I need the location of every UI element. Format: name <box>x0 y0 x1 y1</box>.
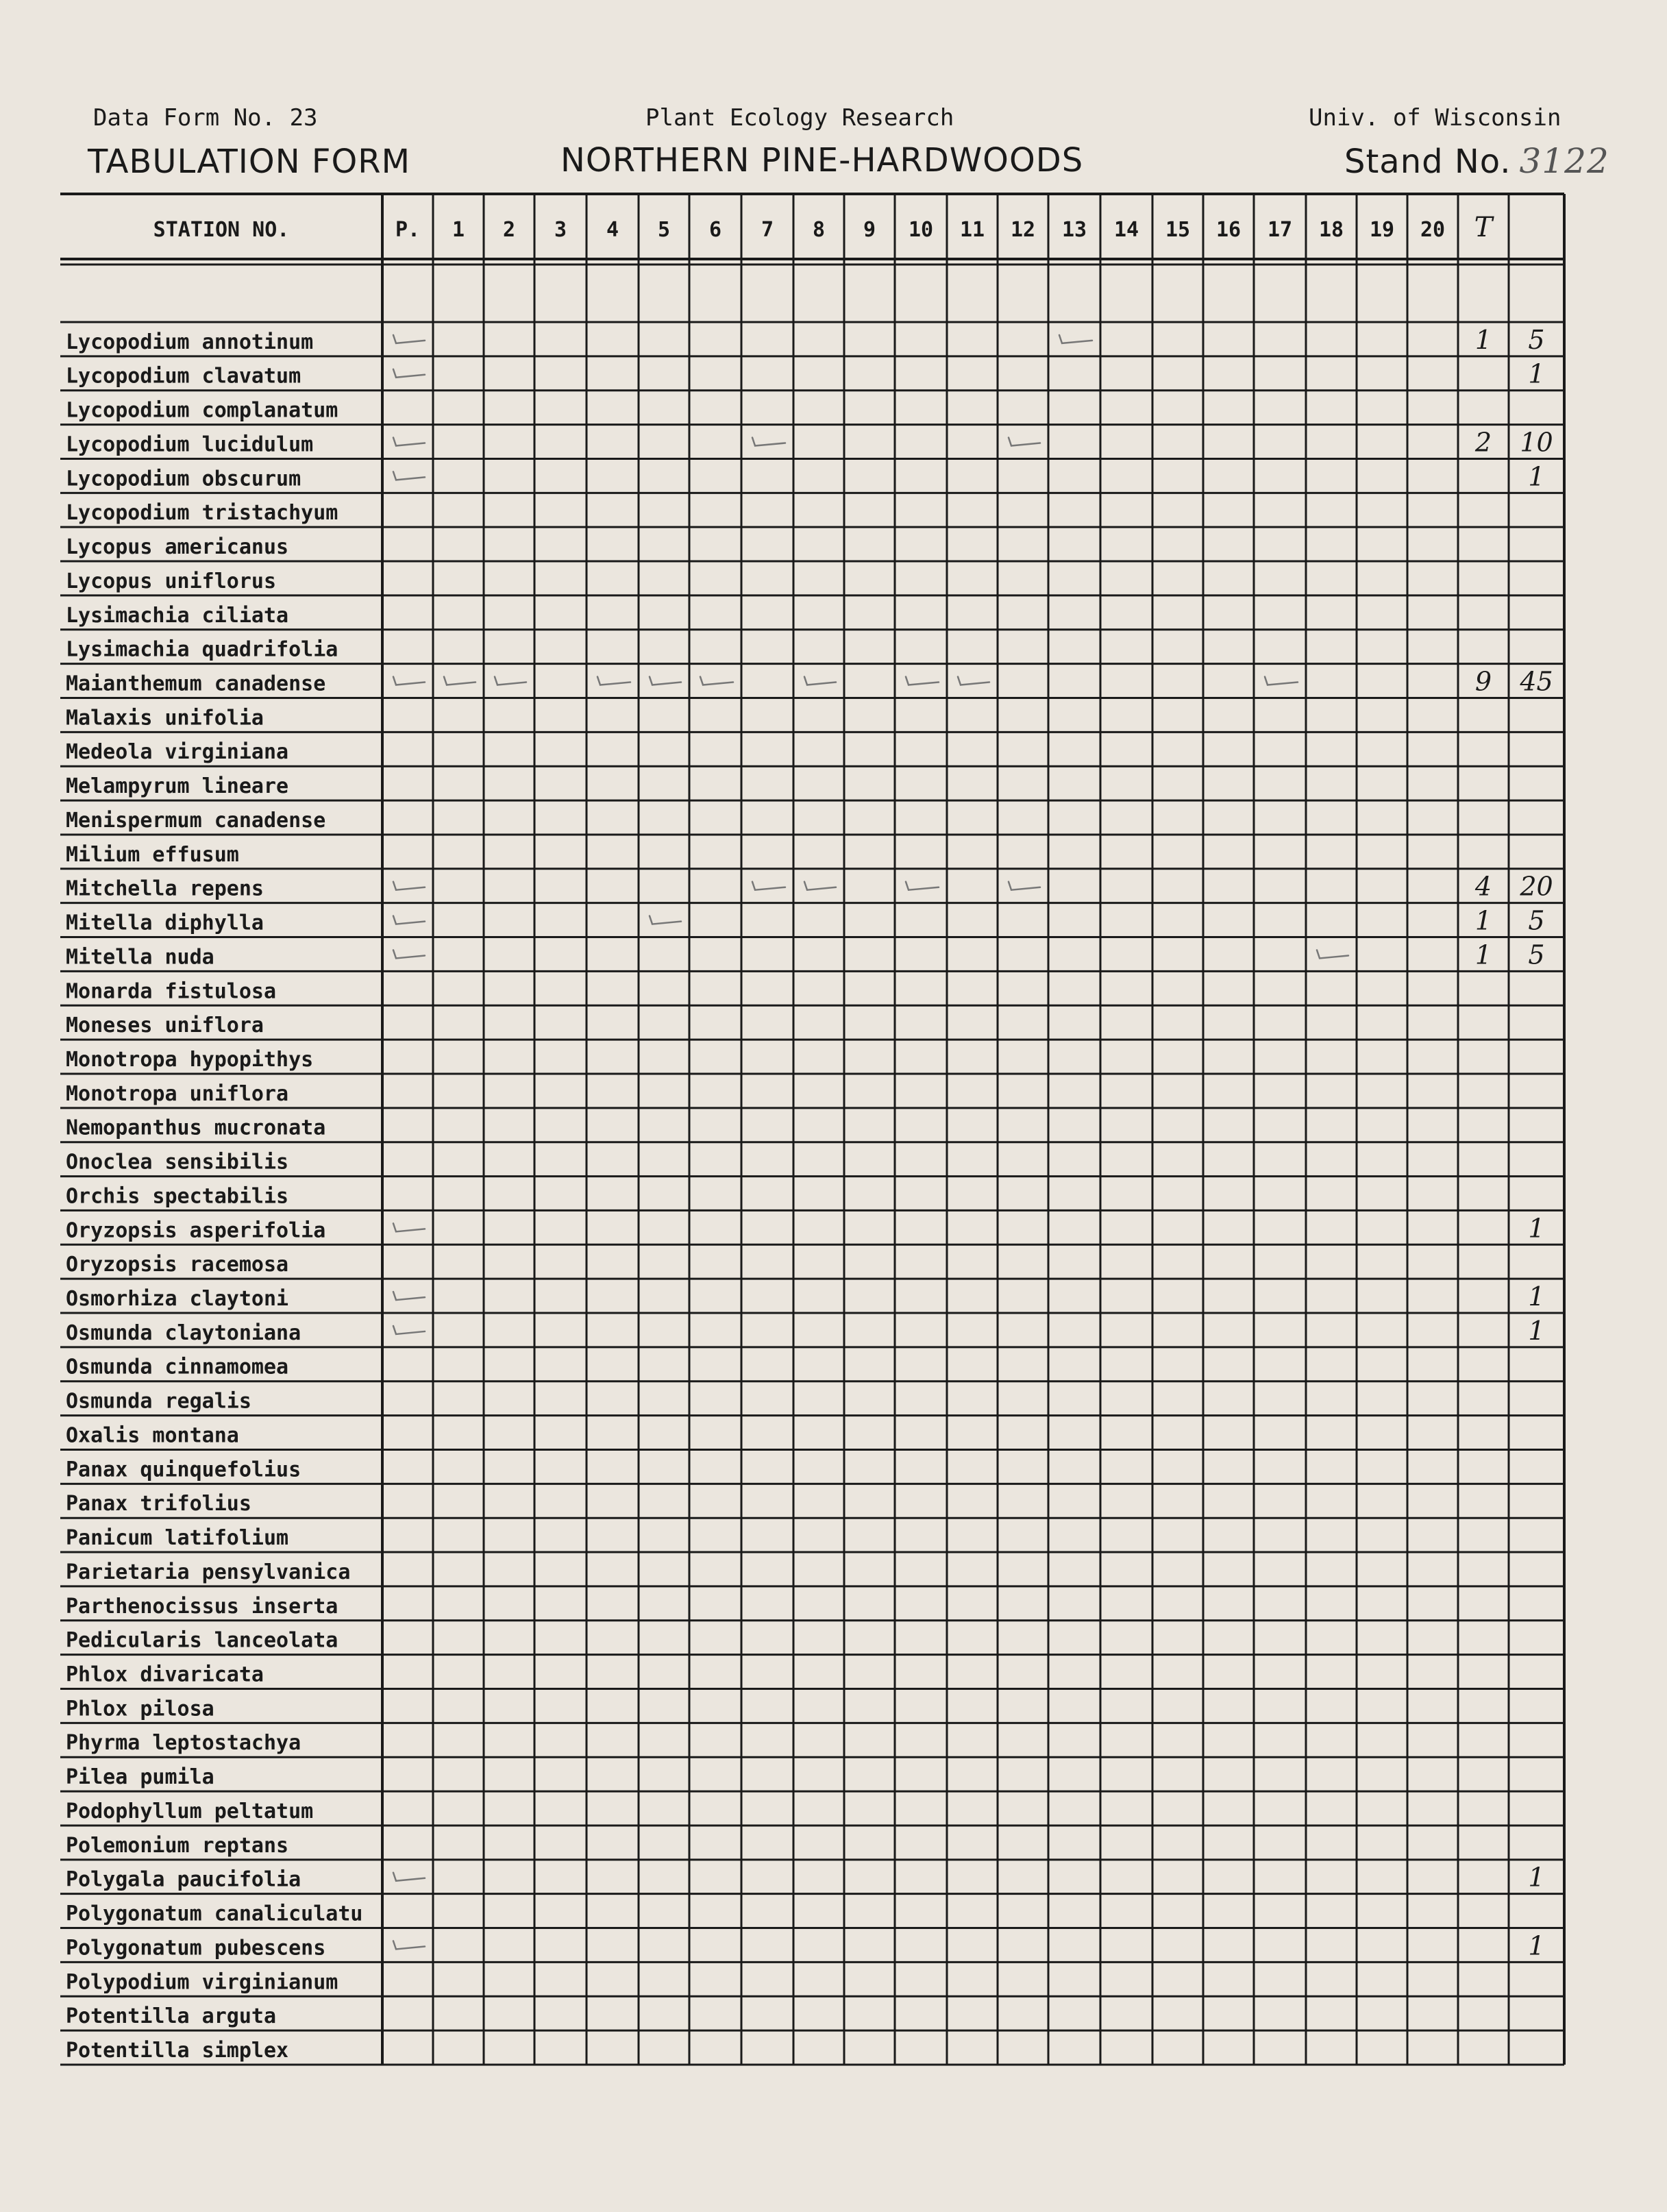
stand-value: 3122 <box>1519 141 1609 181</box>
species-name: Orchis spectabilis <box>66 1184 289 1209</box>
species-name: Medeola virginiana <box>66 740 289 765</box>
check-mark <box>393 1326 425 1334</box>
check-mark <box>1265 677 1298 685</box>
column-header: 19 <box>1369 218 1395 242</box>
frequency-value: 5 <box>1528 939 1545 970</box>
column-header: 17 <box>1267 218 1293 242</box>
species-name: Oryzopsis asperifolia <box>66 1218 326 1243</box>
species-name: Monotropa hypopithys <box>66 1047 314 1072</box>
check-mark <box>804 677 836 685</box>
species-name: Moneses uniflora <box>66 1013 264 1038</box>
species-name: Nemopanthus mucronata <box>66 1116 326 1140</box>
species-name: Lycopodium complanatum <box>66 398 338 423</box>
check-mark <box>597 677 630 685</box>
check-mark <box>752 882 785 890</box>
species-name: Oryzopsis racemosa <box>66 1253 289 1277</box>
check-mark <box>393 1223 425 1231</box>
station-label: STATION NO. <box>153 218 290 242</box>
species-name: Lycopus americanus <box>66 535 289 560</box>
check-mark <box>393 1292 425 1300</box>
university-heading: Univ. of Wisconsin <box>1309 104 1561 132</box>
species-name: Polygonatum pubescens <box>66 1936 326 1961</box>
column-header: T <box>1474 212 1493 243</box>
total-count: 9 <box>1474 666 1492 697</box>
species-name: Lycopodium lucidulum <box>66 432 314 457</box>
species-name: Lycopodium clavatum <box>66 364 301 389</box>
check-mark <box>1317 950 1348 958</box>
frequency-value: 1 <box>1528 1213 1545 1244</box>
check-mark <box>393 1873 425 1881</box>
form-title: TABULATION FORM <box>88 143 411 181</box>
column-header: 4 <box>606 218 619 242</box>
species-name: Pilea pumila <box>66 1765 214 1790</box>
check-mark <box>495 677 526 685</box>
species-name: Lycopus uniflorus <box>66 569 277 593</box>
frequency-value: 1 <box>1528 1315 1545 1346</box>
check-mark <box>444 677 476 685</box>
check-mark <box>906 882 939 890</box>
check-mark <box>393 438 425 446</box>
species-name: Osmunda regalis <box>66 1389 251 1414</box>
check-mark <box>393 1941 425 1949</box>
species-name: Parthenocissus inserta <box>66 1594 338 1619</box>
column-header: 11 <box>959 218 985 242</box>
check-mark <box>958 677 989 685</box>
check-mark <box>393 471 425 480</box>
column-header: 16 <box>1215 218 1242 242</box>
species-name: Phlox divaricata <box>66 1662 264 1687</box>
species-name: Monarda fistulosa <box>66 979 277 1004</box>
check-mark <box>906 677 939 685</box>
frequency-value: 5 <box>1528 324 1545 355</box>
check-mark <box>650 677 681 685</box>
check-mark <box>700 677 733 685</box>
column-header: 1 <box>452 218 465 242</box>
species-name: Panax trifolius <box>66 1492 251 1516</box>
column-header: 20 <box>1420 218 1446 242</box>
stand-label: Stand No. <box>1344 143 1511 181</box>
forest-type-title: NORTHERN PINE-HARDWOODS <box>560 141 1084 180</box>
species-name: Lycopodium tristachyum <box>66 501 338 526</box>
total-count: 1 <box>1474 939 1492 970</box>
species-name: Mitchella repens <box>66 876 264 901</box>
frequency-value: 1 <box>1528 461 1545 492</box>
check-mark <box>393 369 425 378</box>
column-header: 7 <box>761 218 774 242</box>
species-name: Mitella diphylla <box>66 911 264 935</box>
species-name: Pedicularis lanceolata <box>66 1628 338 1653</box>
species-name: Polypodium virginianum <box>66 1970 338 1995</box>
frequency-value: 1 <box>1528 1281 1545 1312</box>
frequency-value: 1 <box>1528 1862 1545 1893</box>
species-name: Polemonium reptans <box>66 1833 289 1858</box>
species-name: Potentilla arguta <box>66 2004 277 2029</box>
column-header: 10 <box>908 218 934 242</box>
species-name: Podophyllum peltatum <box>66 1799 314 1823</box>
column-header: 15 <box>1165 218 1191 242</box>
species-name: Panax quinquefolius <box>66 1458 301 1482</box>
species-name: Mitella nuda <box>66 945 214 970</box>
check-mark <box>1059 335 1092 343</box>
frequency-value: 45 <box>1520 666 1553 697</box>
species-name: Osmunda claytoniana <box>66 1320 301 1345</box>
frequency-value: 1 <box>1528 358 1545 389</box>
species-name: Osmorhiza claytoni <box>66 1287 289 1312</box>
column-header: 3 <box>554 218 567 242</box>
check-mark <box>1009 882 1040 890</box>
column-header: 8 <box>812 218 826 242</box>
column-header: 9 <box>863 218 876 242</box>
form-number: Data Form No. 23 <box>93 104 318 132</box>
total-count: 1 <box>1474 324 1492 355</box>
species-name: Lycopodium annotinum <box>66 330 314 354</box>
species-name: Oxalis montana <box>66 1423 239 1448</box>
check-mark <box>393 882 425 890</box>
check-mark <box>393 950 425 958</box>
species-name: Potentilla simplex <box>66 2039 289 2063</box>
column-header: 14 <box>1113 218 1139 242</box>
species-name: Menispermum canadense <box>66 808 326 833</box>
species-name: Phlox pilosa <box>66 1697 214 1721</box>
column-header: 5 <box>657 218 671 242</box>
species-name: Panicum latifolium <box>66 1526 289 1551</box>
frequency-value: 20 <box>1520 871 1553 902</box>
species-name: Polygala paucifolia <box>66 1867 301 1892</box>
check-mark <box>393 677 425 685</box>
total-count: 4 <box>1474 871 1492 902</box>
frequency-value: 1 <box>1528 1930 1545 1961</box>
species-name: Lysimachia ciliata <box>66 603 289 628</box>
frequency-value: 10 <box>1520 427 1553 458</box>
column-header: 13 <box>1061 218 1087 242</box>
check-mark <box>650 916 681 924</box>
research-heading: Plant Ecology Research <box>645 104 954 132</box>
species-name: Monotropa uniflora <box>66 1081 289 1106</box>
column-header: 18 <box>1318 218 1344 242</box>
total-count: 1 <box>1474 905 1492 936</box>
column-header: 2 <box>502 218 516 242</box>
check-mark <box>393 916 425 924</box>
check-mark <box>804 882 836 890</box>
species-name: Malaxis unifolia <box>66 706 264 730</box>
species-name: Lysimachia quadrifolia <box>66 637 338 662</box>
species-name: Parietaria pensylvanica <box>66 1560 351 1584</box>
column-header: P. <box>395 218 421 242</box>
check-mark <box>393 335 425 343</box>
species-name: Phyrma leptostachya <box>66 1731 301 1756</box>
species-name: Maianthemum canadense <box>66 672 326 696</box>
column-header: 6 <box>708 218 722 242</box>
column-header: 12 <box>1010 218 1036 242</box>
check-mark <box>1009 438 1040 446</box>
species-name: Milium effusum <box>66 842 239 867</box>
species-name: Melampyrum lineare <box>66 774 289 799</box>
species-name: Osmunda cinnamomea <box>66 1355 289 1379</box>
total-count: 2 <box>1474 427 1492 458</box>
species-name: Onoclea sensibilis <box>66 1150 289 1175</box>
check-mark <box>752 438 785 446</box>
species-name: Polygonatum canaliculatu <box>66 1902 363 1926</box>
frequency-value: 5 <box>1528 905 1545 936</box>
species-name: Lycopodium obscurum <box>66 467 301 491</box>
